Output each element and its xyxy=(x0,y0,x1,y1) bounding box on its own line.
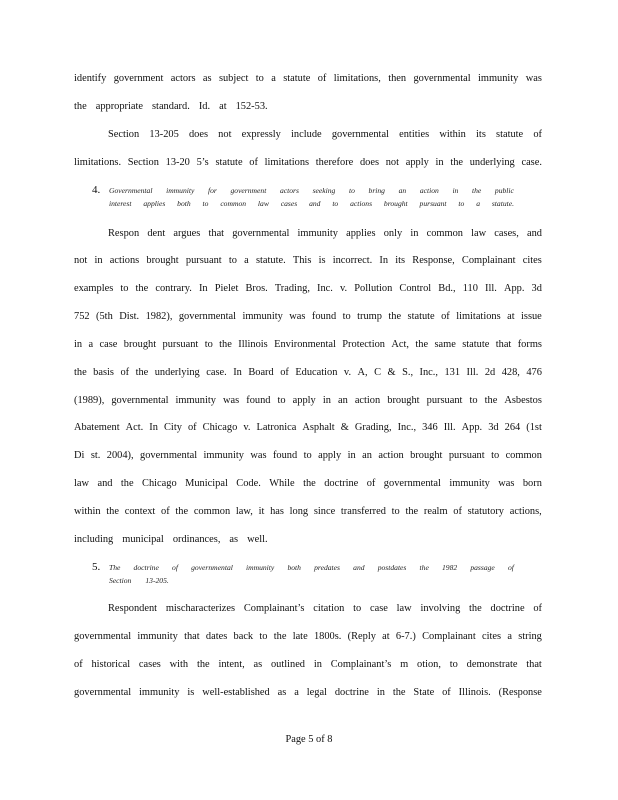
heading-text: Section 13-205. xyxy=(109,576,169,585)
body-line: (1989), governmental immunity was found to apply in an action brought pursuant to the Asbestos xyxy=(74,395,542,406)
body-line: limitations. Section 13-20 5’s statute of limitations therefore does not apply in the underlying case. xyxy=(74,157,542,168)
body-line: 752 (5th Dist. 1982), governmental immunity was found to trump the statute of limitations at issue xyxy=(74,311,542,322)
body-line: identify government actors as subject to a statute of limitations, then governmental immunity was xyxy=(74,73,542,84)
heading-text: interest applies both to common law cases and to actions brought pursuant to a statute. xyxy=(109,199,514,208)
body-line: within the context of the common law, it has long since transferred to the realm of statutory actions, xyxy=(74,506,542,517)
body-line: in a case brought pursuant to the Illinois Environmental Protection Act, the same statute that forms xyxy=(74,339,542,350)
body-line: of historical cases with the intent, as outlined in Complainant’s m otion, to demonstrate that xyxy=(74,659,542,670)
page-number: Page 5 of 8 xyxy=(285,734,333,745)
heading-text: The doctrine of governmental immunity both predates and postdates the 1982 passage of xyxy=(109,563,514,572)
body-line: Respondent mischaracterizes Complainant’s citation to case law involving the doctrine of xyxy=(108,603,542,614)
body-line: governmental immunity is well-established as a legal doctrine in the State of Illinois. (Response xyxy=(74,687,542,698)
body-line: governmental immunity that dates back to the late 1800s. (Reply at 6-7.) Complainant cites a string xyxy=(74,631,542,642)
heading-number: 5. xyxy=(92,561,101,573)
body-line: not in actions brought pursuant to a statute. This is incorrect. In its Response, Complainant cites xyxy=(74,255,542,266)
body-line: including municipal ordinances, as well. xyxy=(74,534,268,545)
body-line: Di st. 2004), governmental immunity was found to apply in an action brought pursuant to common xyxy=(74,450,542,461)
heading-number: 4. xyxy=(92,184,101,196)
body-line: Abatement Act. In City of Chicago v. Latronica Asphalt & Grading, Inc., 346 Ill. App. 3d 264 (1st xyxy=(74,422,542,433)
body-line: law and the Chicago Municipal Code. While the doctrine of governmental immunity was born xyxy=(74,478,542,489)
body-line: the basis of the underlying case. In Board of Education v. A, C & S., Inc., 131 Ill. 2d 428, 476 xyxy=(74,367,542,378)
body-line: examples to the contrary. In Pielet Bros. Trading, Inc. v. Pollution Control Bd., 110 Ill. App. 3d xyxy=(74,283,542,294)
body-line: Section 13-205 does not expressly include governmental entities within its statute of xyxy=(108,129,542,140)
body-line: the appropriate standard. Id. at 152-53. xyxy=(74,101,268,112)
heading-text: Governmental immunity for government actors seeking to bring an action in the public xyxy=(109,186,514,195)
body-line: Respon dent argues that governmental immunity applies only in common law cases, and xyxy=(108,228,542,239)
